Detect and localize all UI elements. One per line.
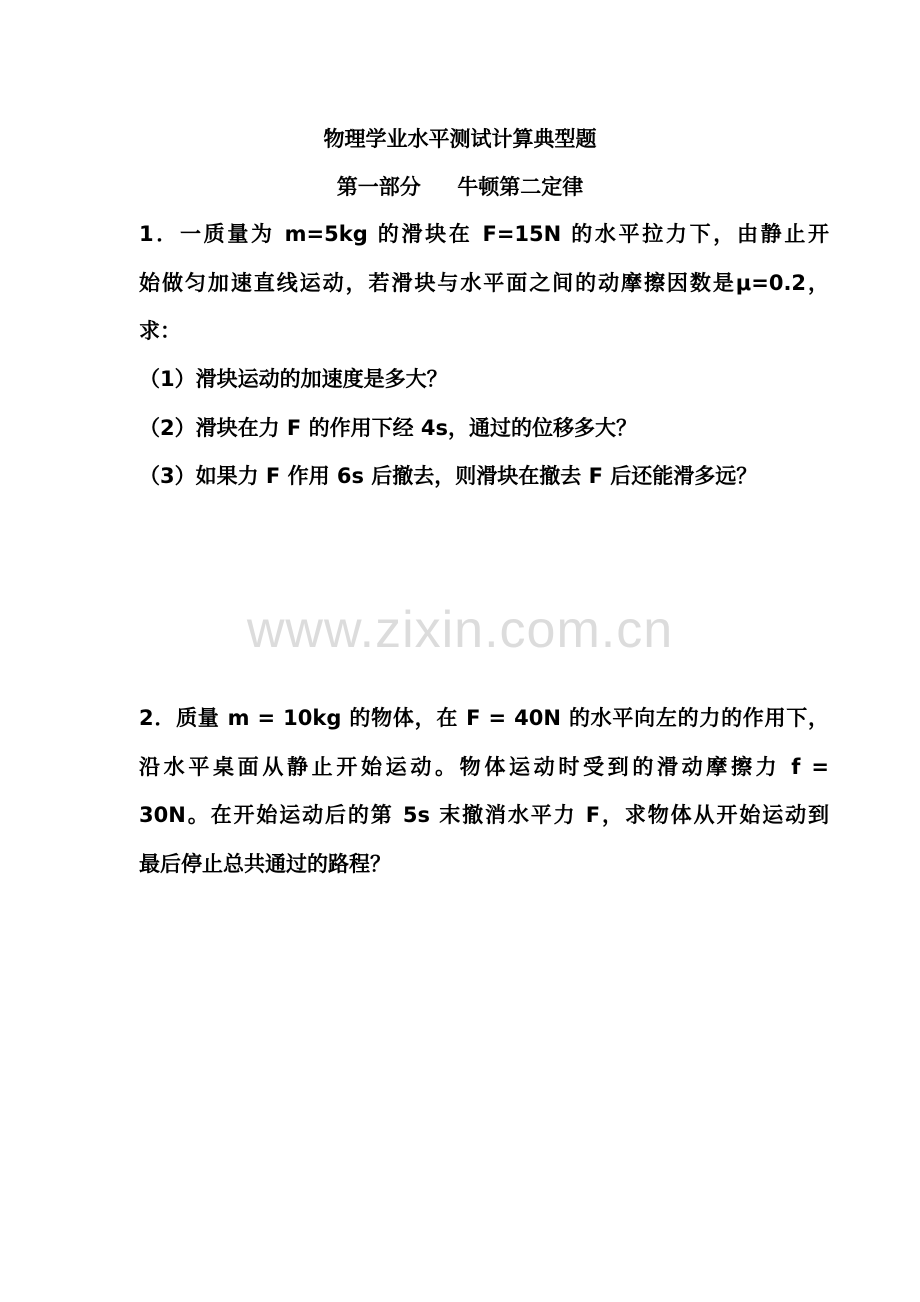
question-2-line: 30N。在开始运动后的第 5s 末撤消水平力 F，求物体从开始运动到 xyxy=(139,803,829,828)
question-1-line: 始做匀加速直线运动，若滑块与水平面之间的动摩擦因数是μ=0.2， xyxy=(139,270,829,295)
question-1 xyxy=(139,210,829,356)
question-1-line: 1．一质量为 m=5kg 的滑块在 F=15N 的水平拉力下，由静止开 xyxy=(139,222,829,246)
sub-question: （1）滑块运动的加速度是多大？ xyxy=(139,367,448,391)
question-2-line: 最后停止总共通过的路程？ xyxy=(139,852,391,877)
watermark: www.zixin.com.cn xyxy=(246,601,674,659)
sub-question: （2）滑块在力 F 的作用下经 4s，通过的位移多大？ xyxy=(139,415,637,440)
question-2 xyxy=(139,694,829,889)
question-1-sub-questions xyxy=(139,355,829,501)
document-title: 物理学业水平测试计算典型题 xyxy=(323,127,597,151)
section-title: 第一部分 牛顿第二定律 xyxy=(336,175,584,199)
question-2-line: 沿水平桌面从静止开始运动。物体运动时受到的滑动摩擦力 f = xyxy=(139,754,829,779)
question-2-line: 2．质量 m = 10kg 的物体，在 F = 40N 的水平向左的力的作用下， xyxy=(139,706,829,730)
question-1-line: 求： xyxy=(139,319,181,344)
sub-question: （3）如果力 F 作用 6s 后撤去，则滑块在撤去 F 后还能滑多远？ xyxy=(139,464,758,489)
